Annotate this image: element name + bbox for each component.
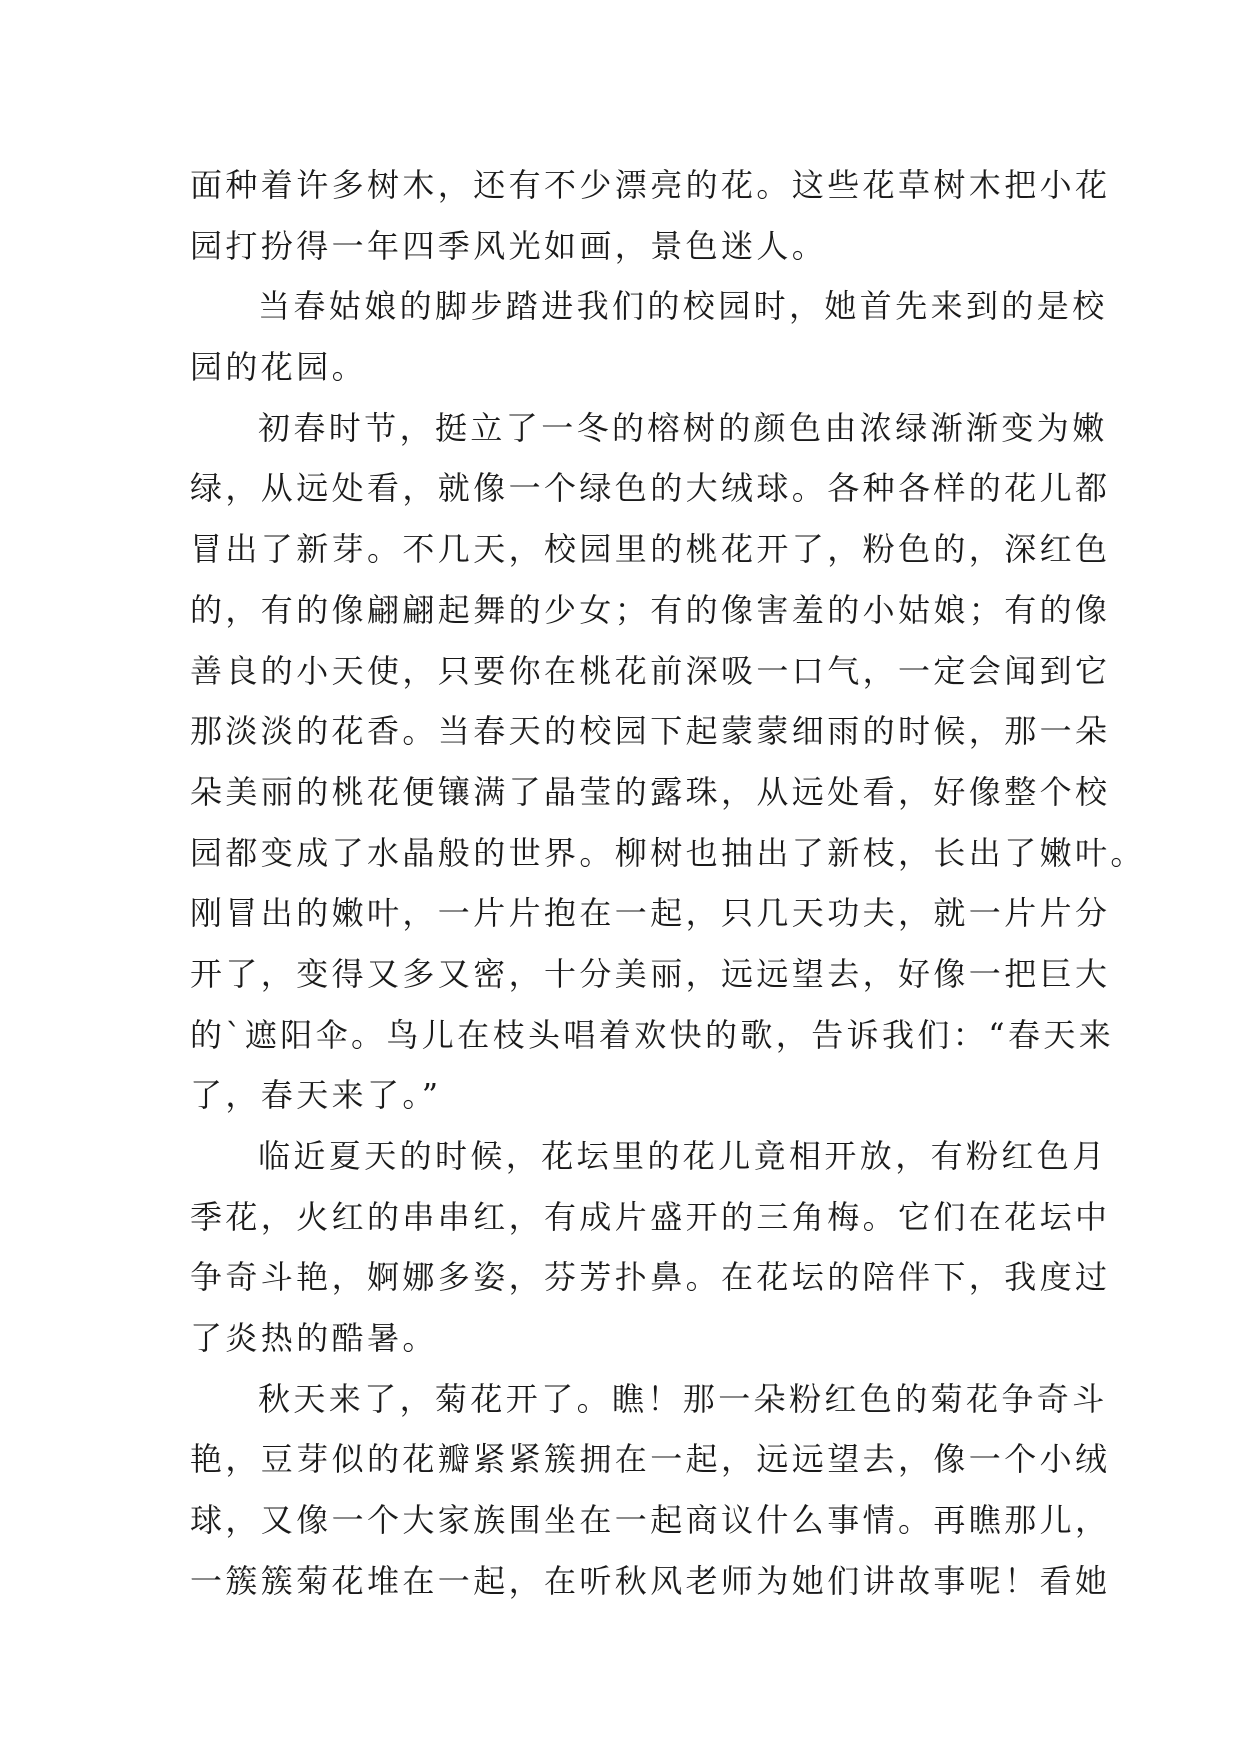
text-line: 了炎热的酷暑。 (190, 1319, 438, 1358)
body-text (190, 155, 1146, 1612)
text-line: 面种着许多树木，还有不少漂亮的花。这些花草树木把小花 (190, 166, 1111, 204)
text-line: 的`遮阳伞。鸟儿在枝头唱着欢快的歌，告诉我们：“春天来 (190, 1015, 1115, 1054)
paragraph-first-line: 初春时节，挺立了一冬的榕树的颜色由浓绿渐渐变为嫩 (258, 408, 1108, 447)
paragraph-first-line: 当春姑娘的脚步踏进我们的校园时，她首先来到的是校 (258, 287, 1108, 326)
text-line: 园都变成了水晶般的世界。柳树也抽出了新枝，长出了嫩叶。 (190, 833, 1146, 872)
text-line: 冒出了新芽。不几天，校园里的桃花开了，粉色的，深红色 (190, 530, 1111, 569)
text-line: 开了，变得又多又密，十分美丽，远远望去，好像一把巨大 (190, 954, 1111, 993)
text-line: 季花，火红的串串红，有成片盛开的三角梅。它们在花坛中 (190, 1197, 1111, 1236)
text-line: 园打扮得一年四季风光如画，景色迷人。 (190, 226, 828, 265)
text-line: 艳，豆芽似的花瓣紧紧簇拥在一起，远远望去，像一个小绒 (190, 1440, 1111, 1479)
text-line: 争奇斗艳，婀娜多姿，芬芳扑鼻。在花坛的陪伴下，我度过 (190, 1258, 1111, 1297)
text-line: 朵美丽的桃花便镶满了晶莹的露珠，从远处看，好像整个校 (190, 772, 1111, 811)
text-line: 那淡淡的花香。当春天的校园下起蒙蒙细雨的时候，那一朵 (190, 712, 1111, 751)
text-line: 一簇簇菊花堆在一起，在听秋风老师为她们讲故事呢！看她 (190, 1561, 1111, 1600)
text-line: 的，有的像翩翩起舞的少女；有的像害羞的小姑娘；有的像 (190, 590, 1111, 629)
text-line: 了，春天来了。” (190, 1076, 442, 1115)
text-line: 刚冒出的嫩叶，一片片抱在一起，只几天功夫，就一片片分 (190, 894, 1111, 933)
text-line: 园的花园。 (190, 348, 368, 387)
text-line: 球，又像一个大家族围坐在一起商议什么事情。再瞧那儿， (190, 1501, 1111, 1540)
paragraph-first-line: 秋天来了，菊花开了。瞧！那一朵粉红色的菊花争奇斗 (258, 1379, 1108, 1418)
text-line: 善良的小天使，只要你在桃花前深吸一口气，一定会闻到它 (190, 651, 1111, 690)
text-line: 绿，从远处看，就像一个绿色的大绒球。各种各样的花儿都 (190, 469, 1111, 508)
paragraph-first-line: 临近夏天的时候，花坛里的花儿竟相开放，有粉红色月 (258, 1137, 1108, 1175)
